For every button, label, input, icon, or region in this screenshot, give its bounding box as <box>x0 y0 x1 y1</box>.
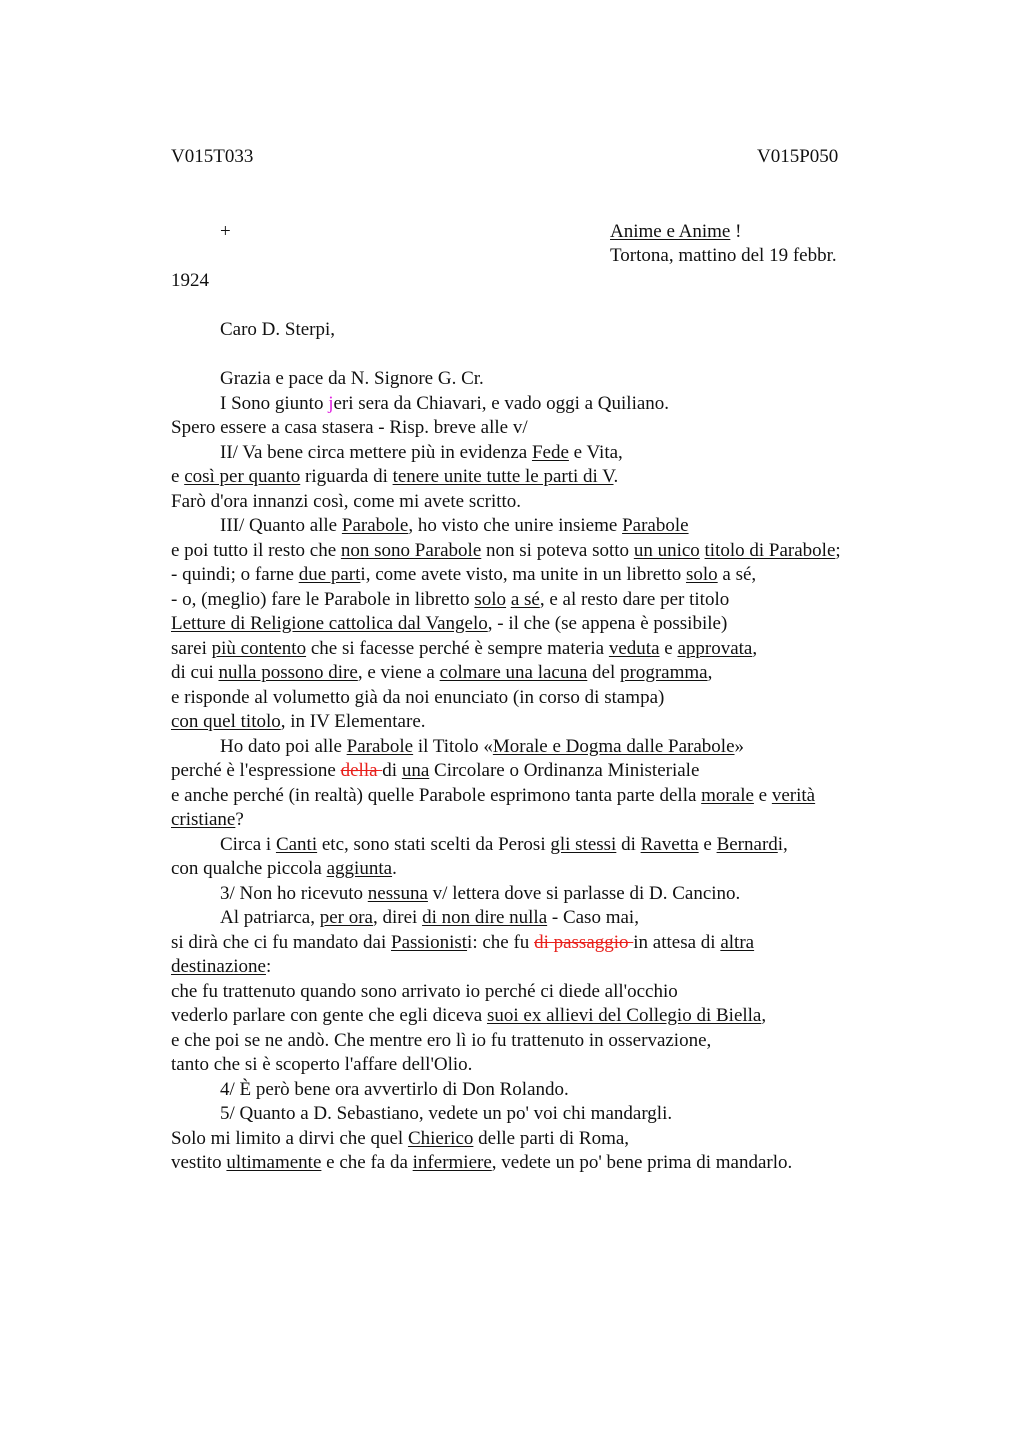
body-line <box>220 833 788 857</box>
text-segment: . <box>613 466 619 487</box>
text-segment: in attesa di <box>633 931 721 953</box>
underlined-text: morale <box>701 784 754 806</box>
text-segment: e poi tutto il resto che <box>171 539 341 561</box>
underlined-text: Parabole <box>341 515 409 536</box>
body-line <box>220 367 484 391</box>
body-line <box>171 416 528 440</box>
body-line <box>171 1029 711 1053</box>
body-line <box>171 563 756 587</box>
body-line <box>171 588 729 612</box>
text-segment: Grazia e pace da N. Signore G. Cr. <box>220 368 484 389</box>
underlined-text: solo <box>474 588 507 610</box>
text-segment: , direi <box>372 907 423 928</box>
underlined-text: Bernard <box>716 833 778 855</box>
text-segment: del <box>587 662 621 683</box>
body-line <box>171 1053 472 1077</box>
body-line <box>171 980 678 1004</box>
text-segment: delle parti di Roma, <box>473 1127 630 1149</box>
underlined-text: ultimamente <box>226 1152 322 1173</box>
body-line <box>171 539 841 563</box>
text-segment: : <box>265 956 272 977</box>
text-segment: e Vita, <box>568 441 623 463</box>
deleted-text: della <box>340 760 383 781</box>
text-segment: tanto che si è scoperto l'affare dell'Olio. <box>171 1054 473 1075</box>
body-line <box>220 441 623 465</box>
text-segment: III/ Quanto alle <box>220 515 342 536</box>
text-segment: e risponde al volumetto già da noi enunciato (in corso di stampa) <box>171 686 665 708</box>
text-segment: perché è l'espressione <box>171 760 341 781</box>
body-line <box>220 392 669 416</box>
deleted-text: di passaggio <box>534 931 634 953</box>
underlined-text: aggiunta <box>326 858 393 879</box>
body-line <box>171 857 397 881</box>
text-segment: i, come avete visto, ma unite in un libretto <box>360 564 686 585</box>
date-year: 1924 <box>171 270 209 291</box>
text-segment: eri sera da Chiavari, e vado oggi a Quiliano. <box>333 392 670 414</box>
underlined-text: due part <box>298 564 361 585</box>
body-line <box>171 759 699 783</box>
body-line <box>171 784 815 808</box>
text-segment: che fu trattenuto quando sono arrivato io perché ci diede all'occhio <box>171 980 678 1002</box>
text-segment: e che fa da <box>321 1152 413 1173</box>
body-line <box>171 1004 766 1028</box>
text-segment: I Sono giunto <box>220 392 329 414</box>
text-segment: e <box>753 784 772 806</box>
text-segment: e che poi se ne andò. Che mentre ero lì io fu trattenuto in osservazione, <box>171 1029 712 1051</box>
body-line <box>171 686 664 710</box>
body-line <box>171 710 426 734</box>
underlined-text: Chierico <box>407 1127 474 1149</box>
text-segment: Spero essere a casa stasera - Risp. breve alle v/ <box>171 417 528 438</box>
text-segment: Circolare o Ordinanza Ministeriale <box>429 760 700 781</box>
motto-text: Anime e Anime <box>610 221 731 242</box>
text-segment: , ho visto che unire insieme <box>408 515 623 536</box>
body-line <box>220 735 744 759</box>
body-line <box>171 955 271 979</box>
text-segment: e <box>171 466 185 487</box>
underlined-text: cristiane <box>171 809 236 830</box>
body-line <box>220 882 740 906</box>
cross-symbol: + <box>220 221 231 242</box>
text-segment: con qualche piccola <box>171 858 327 879</box>
text-segment: i: che fu <box>467 931 535 953</box>
text-segment: Ho dato poi alle <box>220 735 347 757</box>
place-date: Tortona, mattino del 19 febbr. <box>610 245 837 266</box>
underlined-text: suoi ex allievi del Collegio di Biella <box>486 1005 762 1026</box>
text-segment: , - il che (se appena è possibile) <box>487 613 728 634</box>
underlined-text: Parabole <box>622 515 689 536</box>
underlined-text: Passionist <box>391 931 468 953</box>
text-segment: , in IV Elementare. <box>280 711 426 732</box>
text-segment: - o, (meglio) fare le Parabole in libretto <box>171 588 475 610</box>
underlined-text: approvata <box>677 637 753 659</box>
motto-exclamation: ! <box>730 221 742 242</box>
underlined-text: con quel titolo <box>171 711 281 732</box>
text-segment: 4/ È però bene ora avvertirlo di Don Rolando. <box>220 1078 569 1100</box>
text-segment: di cui <box>171 662 219 683</box>
text-segment: 3/ Non ho ricevuto <box>220 882 368 904</box>
underlined-text: così per quanto <box>184 466 301 487</box>
text-segment: , vedete un po' bene prima di mandarlo. <box>491 1152 793 1173</box>
body-line <box>171 465 618 489</box>
text-segment: » <box>734 735 745 757</box>
underlined-text: di non dire nulla <box>422 907 548 928</box>
text-segment: 5/ Quanto a D. Sebastiano, vedete un po' voi chi mandargli. <box>220 1103 673 1124</box>
underlined-text: Fede <box>531 441 569 463</box>
body-line <box>171 661 712 685</box>
text-segment: non si poteva sotto <box>481 539 634 561</box>
text-segment: riguarda di <box>300 466 393 487</box>
text-segment: Solo mi limito a dirvi che quel <box>171 1127 408 1149</box>
body-line <box>171 1127 629 1151</box>
body-line <box>171 1151 792 1175</box>
body-line <box>220 906 639 930</box>
text-segment: II/ Va bene circa mettere più in evidenza <box>220 441 532 463</box>
underlined-text: più contento <box>211 637 307 659</box>
text-segment: a sé, <box>717 564 757 585</box>
underlined-text: titolo di Parabole <box>704 539 836 561</box>
underlined-text: a sé <box>510 588 540 610</box>
underlined-text: Letture di Religione cattolica dal Vangelo <box>171 613 488 634</box>
underlined-text: non sono Parabole <box>340 539 482 561</box>
body-line <box>171 931 754 955</box>
text-segment: - quindi; o farne <box>171 564 299 585</box>
underlined-text: nessuna <box>367 882 428 904</box>
text-segment: di <box>382 760 402 781</box>
underlined-text: Ravetta <box>640 833 699 855</box>
text-segment: vederlo parlare con gente che egli diceva <box>171 1005 487 1026</box>
text-segment: e <box>659 637 678 659</box>
underlined-text: infermiere <box>412 1152 492 1173</box>
underlined-text: gli stessi <box>550 833 617 855</box>
underlined-text: Canti <box>275 833 318 855</box>
body-line <box>171 808 244 832</box>
text-segment: Al patriarca, <box>220 907 320 928</box>
text-segment: si dirà che ci fu mandato dai <box>171 931 392 953</box>
text-segment: Circa i <box>220 833 276 855</box>
underlined-text: per ora <box>319 907 373 928</box>
underlined-text: destinazione <box>171 956 266 977</box>
text-segment: , <box>752 637 758 659</box>
text-segment: v/ lettera dove si parlasse di D. Cancino. <box>427 882 741 904</box>
text-segment: etc, sono stati scelti da Perosi <box>317 833 551 855</box>
text-segment: che si facesse perché è sempre materia <box>306 637 609 659</box>
text-segment: sarei <box>171 637 212 659</box>
body-line <box>171 637 757 661</box>
text-segment: e <box>698 833 717 855</box>
text-segment: . <box>392 858 397 879</box>
text-segment: i, <box>777 833 788 855</box>
body-line <box>171 612 727 636</box>
body-line <box>220 514 689 538</box>
underlined-text: Morale e Dogma dalle Parabole <box>492 735 735 757</box>
salutation: Caro D. Sterpi, <box>220 319 336 340</box>
underlined-text: altra <box>720 931 755 953</box>
motto <box>610 221 741 243</box>
underlined-text: solo <box>685 564 718 585</box>
underlined-text: colmare una lacuna <box>439 662 588 683</box>
text-segment: Farò d'ora innanzi così, come mi avete scritto. <box>171 490 522 512</box>
text-segment: , e viene a <box>357 662 440 683</box>
text-segment: , <box>761 1005 767 1026</box>
text-segment: vestito <box>171 1152 227 1173</box>
text-segment: e anche perché (in realtà) quelle Parabole esprimono tanta parte della <box>171 784 702 806</box>
archive-code-right: V015P050 <box>757 146 839 167</box>
inserted-text: j <box>328 392 334 414</box>
underlined-text: una <box>401 760 430 781</box>
text-segment: di <box>616 833 641 855</box>
text-segment: , <box>707 662 713 683</box>
underlined-text: tenere unite tutte le parti di V <box>392 466 614 487</box>
body-line <box>220 1078 569 1102</box>
body-line <box>220 1102 672 1126</box>
underlined-text: un unico <box>633 539 700 561</box>
text-segment: il Titolo « <box>413 735 493 757</box>
underlined-text: verità <box>771 784 816 806</box>
body-line <box>171 490 521 514</box>
text-segment: ? <box>235 809 244 830</box>
text-segment: , e al resto dare per titolo <box>539 588 730 610</box>
underlined-text: programma <box>620 662 708 683</box>
text-segment: - Caso mai, <box>547 907 639 928</box>
underlined-text: veduta <box>608 637 660 659</box>
underlined-text: nulla possono dire <box>218 662 358 683</box>
underlined-text: Parabole <box>346 735 414 757</box>
text-segment: ; <box>835 539 841 561</box>
archive-code-left: V015T033 <box>171 146 254 167</box>
